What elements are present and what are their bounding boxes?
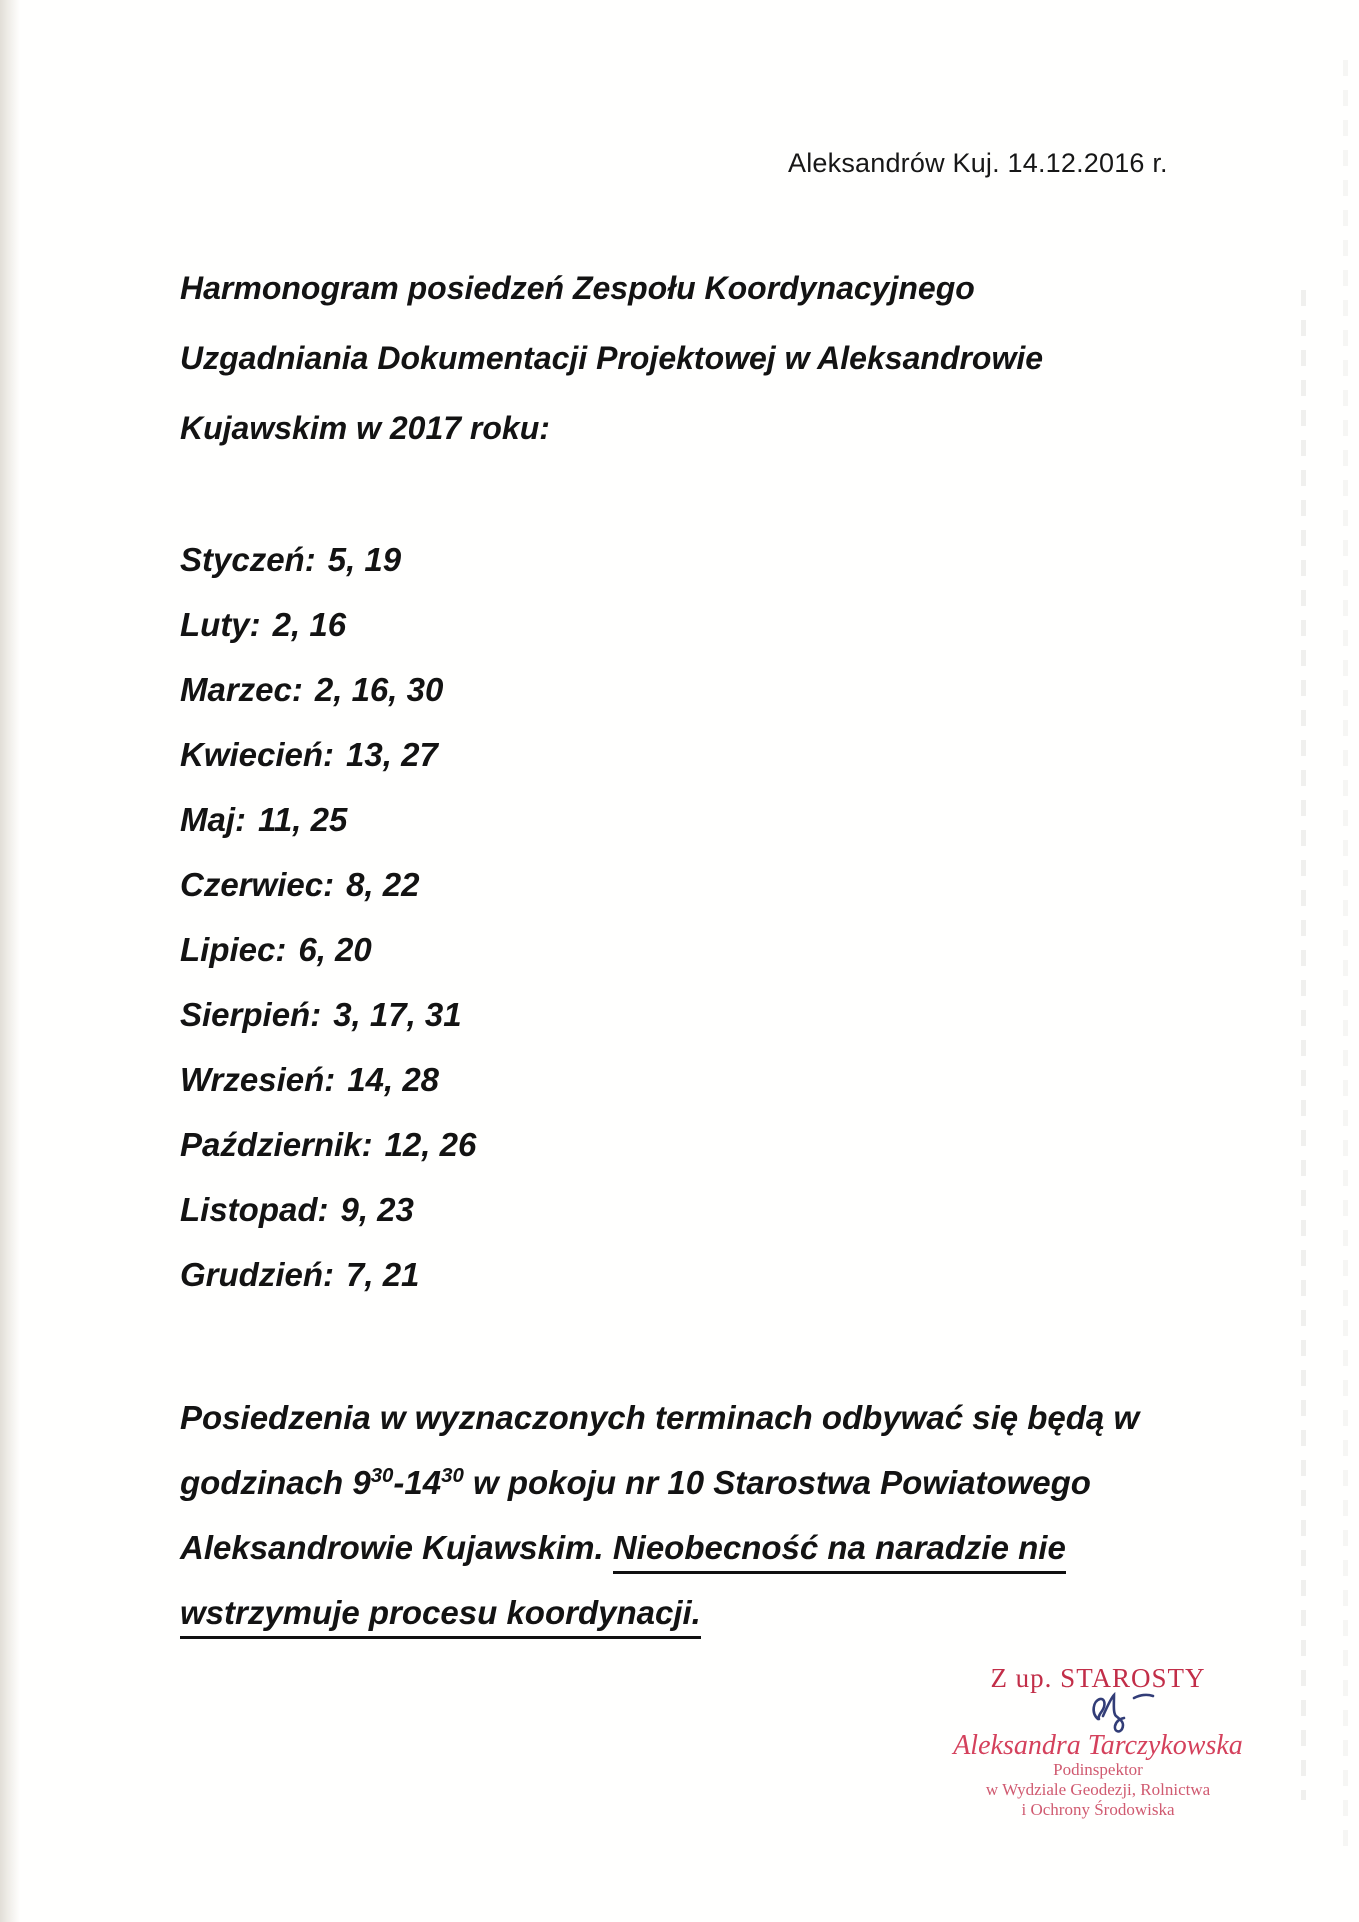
month-days: 11, 25 [258, 801, 348, 838]
stamp-department-line: w Wydziale Geodezji, Rolnictwa [985, 1780, 1211, 1799]
schedule-row [180, 657, 476, 722]
document-title [180, 253, 1043, 463]
stamp-signatory-name: Aleksandra Tarczykowska [953, 1730, 1243, 1761]
schedule-row [180, 852, 476, 917]
closing-line-4 [180, 1580, 1139, 1645]
closing-line-1: Posiedzenia w wyznaczonych terminach odbywać się będą w [180, 1399, 1140, 1436]
stamp-role-title: Podinspektor [1053, 1760, 1143, 1779]
month-label: Listopad: [180, 1191, 329, 1228]
closing-line-2-text: -14 [393, 1464, 442, 1501]
month-label: Czerwiec: [180, 866, 335, 903]
month-days: 7, 21 [346, 1256, 420, 1293]
month-label: Maj: [180, 801, 246, 838]
month-days: 9, 23 [340, 1191, 414, 1228]
month-days: 12, 26 [384, 1126, 477, 1163]
closing-line-2-text: godzinach 9 [180, 1464, 371, 1501]
scan-streak-artifact [1301, 290, 1306, 1800]
official-stamp [948, 1663, 1248, 1819]
underlined-notice-text: Nieobecność na naradzie nie [613, 1529, 1066, 1574]
month-days: 5, 19 [327, 541, 402, 578]
title-line-3: Kujawskim w 2017 roku: [180, 410, 550, 446]
month-label: Sierpień: [180, 996, 322, 1033]
closing-line-2-text: w pokoju nr 10 Starostwa Powiatowego [463, 1464, 1091, 1501]
month-label: Styczeń: [180, 541, 316, 578]
stamp-department-line: i Ochrony Środowiska [1021, 1800, 1175, 1819]
month-label: Luty: [180, 606, 261, 643]
closing-line-2 [180, 1450, 1139, 1515]
month-days: 3, 17, 31 [333, 996, 462, 1033]
closing-line-3 [180, 1515, 1139, 1580]
schedule-row [180, 917, 476, 982]
schedule-row [180, 592, 476, 657]
scan-streak-artifact [1343, 60, 1348, 1860]
schedule-row [180, 1242, 476, 1307]
handwritten-signature-ink [1086, 1689, 1162, 1739]
title-line-1: Harmonogram posiedzeń Zespołu Koordynacyjnego [180, 270, 975, 306]
meeting-schedule-list [180, 527, 476, 1307]
schedule-row [180, 527, 476, 592]
scan-edge-artifact [0, 0, 20, 1922]
schedule-row [180, 982, 476, 1047]
month-label: Grudzień: [180, 1256, 334, 1293]
title-line-2: Uzgadniania Dokumentacji Projektowej w Aleksandrowie [180, 340, 1044, 376]
month-label: Lipiec: [180, 931, 287, 968]
month-label: Marzec: [180, 671, 303, 708]
schedule-row [180, 1047, 476, 1112]
underlined-notice-text: wstrzymuje procesu koordynacji. [180, 1594, 701, 1639]
schedule-row [180, 722, 476, 787]
month-label: Wrzesień: [180, 1061, 336, 1098]
month-days: 6, 20 [298, 931, 372, 968]
superscript-minutes: 30 [370, 1464, 394, 1487]
schedule-row [180, 1112, 476, 1177]
schedule-row [180, 1177, 476, 1242]
month-days: 13, 27 [346, 736, 438, 773]
stamp-authority-line: Z up. STAROSTY [990, 1663, 1206, 1693]
document-date: Aleksandrów Kuj. 14.12.2016 r. [788, 148, 1168, 178]
month-days: 2, 16 [272, 606, 347, 643]
month-days: 2, 16, 30 [314, 671, 444, 708]
month-label: Kwiecień: [180, 736, 335, 773]
superscript-minutes: 30 [441, 1464, 464, 1487]
month-days: 14, 28 [347, 1061, 440, 1098]
schedule-row [180, 787, 476, 852]
month-days: 8, 22 [346, 866, 420, 903]
closing-line-3-text: Aleksandrowie Kujawskim. [180, 1529, 613, 1566]
closing-paragraph [180, 1385, 1139, 1645]
month-label: Październik: [180, 1126, 373, 1163]
